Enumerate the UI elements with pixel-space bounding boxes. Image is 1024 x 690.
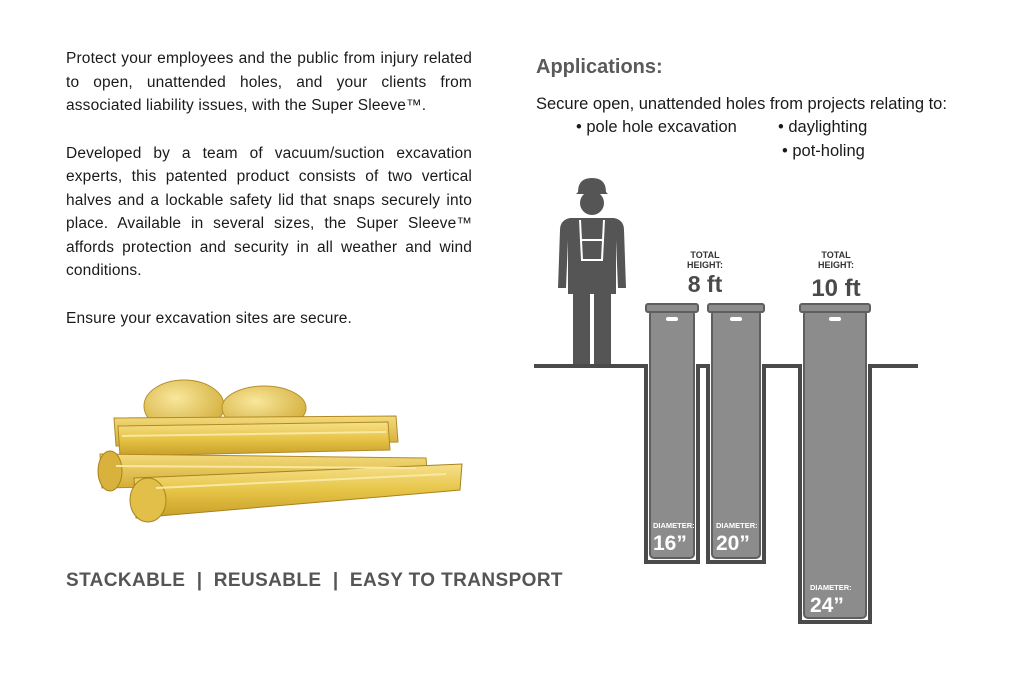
diameter-value-20: 20”	[716, 532, 750, 555]
diameter-label-20: DIAMETER:	[716, 521, 758, 530]
applications-heading: Applications:	[536, 56, 663, 78]
pipe-end-4	[130, 478, 166, 522]
height-value-10ft: 10 ft	[811, 275, 861, 302]
sleeve-size-diagram	[520, 170, 1000, 640]
intro-paragraph-3: Ensure your excavation sites are secure.	[66, 309, 352, 327]
intro-paragraph-2: Developed by a team of vacuum/suction excavation experts, this patented product consists of two vertical halves and a lockable safety lid that snaps securely into place. Available in several sizes, the Super Sleeve™ affords protection and security in all weather and wind conditions.	[66, 144, 472, 279]
sleeve-24	[800, 304, 870, 618]
pipe-end-3	[98, 451, 122, 491]
sleeve-16	[646, 304, 698, 558]
worker-icon	[558, 178, 626, 366]
intro-paragraph-1: Protect your employees and the public from injury related to open, unattended holes, and your clients from associated liability issues, with the Super Sleeve™.	[66, 50, 472, 114]
application-item-pole-hole: • pole hole excavation	[576, 118, 737, 136]
stacked-sleeves-image	[96, 378, 464, 528]
application-item-daylighting: • daylighting	[778, 118, 868, 136]
diameter-label-16: DIAMETER:	[653, 521, 695, 530]
diameter-value-16: 16”	[653, 532, 687, 555]
height-label-10ft-line2: HEIGHT:	[818, 260, 854, 270]
tagline: STACKABLE | REUSABLE | EASY TO TRANSPORT	[66, 570, 563, 591]
height-label-8ft-line2: HEIGHT:	[687, 260, 723, 270]
sleeve-20	[708, 304, 764, 558]
diameter-label-24: DIAMETER:	[810, 583, 852, 592]
applications-intro: Secure open, unattended holes from projects relating to:	[536, 95, 947, 113]
half-pipe-2	[118, 422, 390, 456]
application-item-pot-holing: • pot-holing	[782, 142, 865, 160]
height-value-8ft: 8 ft	[687, 271, 723, 297]
intro-text	[66, 47, 472, 354]
diameter-value-24: 24”	[810, 594, 844, 617]
height-label-8ft: TOTAL	[690, 250, 720, 260]
height-label-10ft: TOTAL	[821, 250, 851, 260]
